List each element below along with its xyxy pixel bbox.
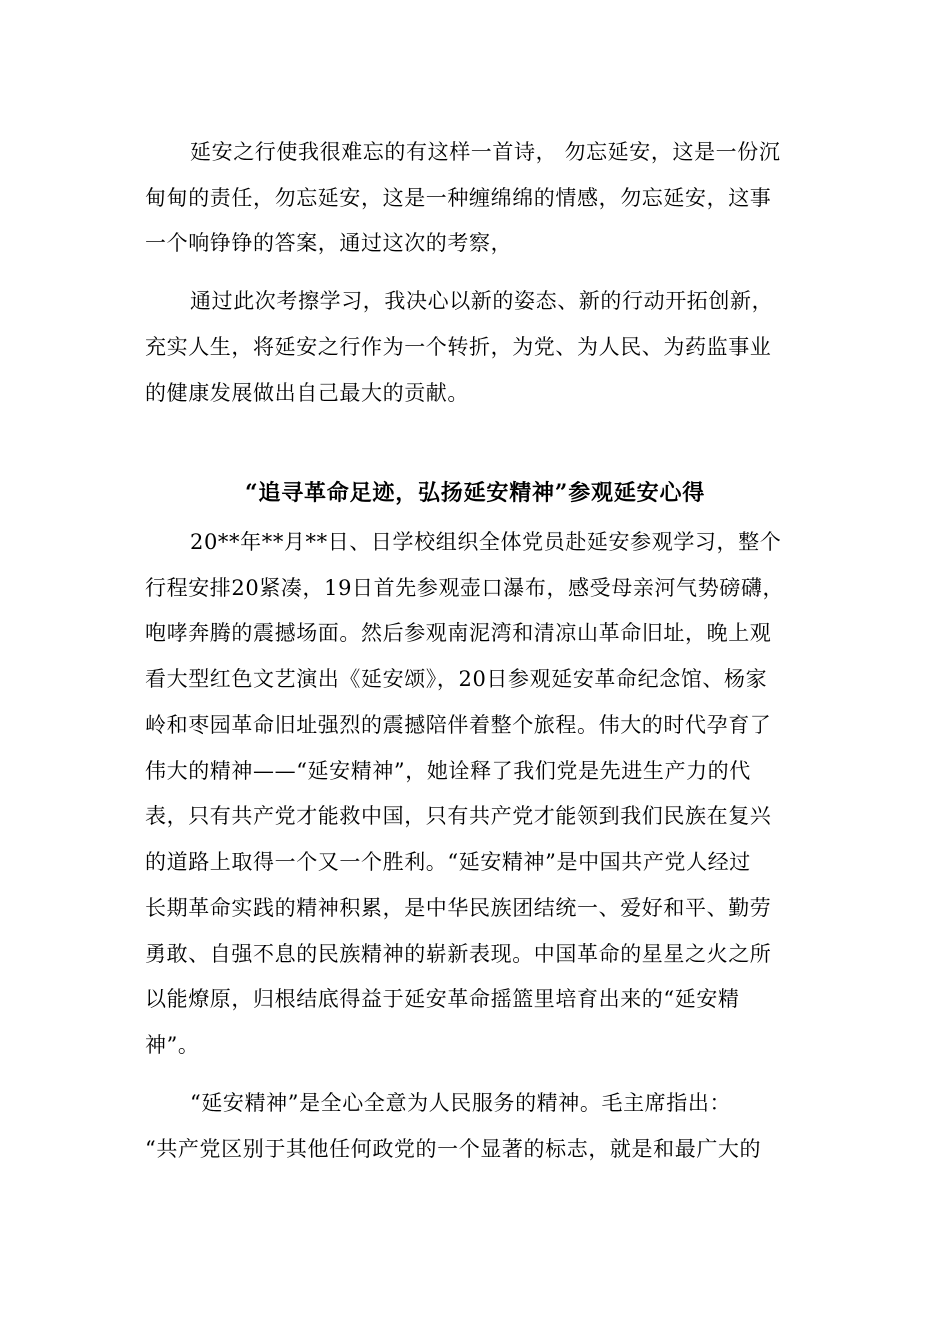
paragraph-line: 通过此次考擦学习，我决心以新的姿态、新的行动开拓创新， [190,289,774,313]
paragraph-line: 延安之行使我很难忘的有这样一首诗， 勿忘延安，这是一份沉 [190,140,781,164]
article-title: “追寻革命足迹，弘扬延安精神”参观延安心得 [244,480,706,506]
paragraph-line: 行程安排20紧凑，19日首先参观壶口瀑布，感受母亲河气势磅礴， [145,576,785,600]
paragraph-line: 长期革命实践的精神积累，是中华民族团结统一、爱好和平、勤劳 [145,896,772,920]
paragraph-line: 勇敢、自强不息的民族精神的崭新表现。中国革命的星星之火之所 [145,942,772,966]
paragraph-line: 以能燎原，归根结底得益于延安革命摇篮里培育出来的“延安精 [145,987,740,1011]
paragraph-line: 的健康发展做出自己最大的贡献。 [145,381,469,405]
paragraph-line: 看大型红色文艺演出《延安颂》，20日参观延安革命纪念馆、杨家 [145,667,768,691]
paragraph-line: 甸甸的责任，勿忘延安，这是一种缠绵绵的情感，勿忘延安，这事 [145,186,772,210]
paragraph-line: “延安精神”是全心全意为人民服务的精神。毛主席指出： [190,1091,732,1115]
paragraph-line: 伟大的精神——“延安精神”，她诠释了我们党是先进生产力的代 [145,759,751,783]
paragraph-line: 一个响铮铮的答案，通过这次的考察， [145,231,513,255]
paragraph-line: 咆哮奔腾的震撼场面。然后参观南泥湾和清凉山革命旧址，晚上观 [145,621,772,645]
paragraph-line: 岭和枣园革命旧址强烈的震撼陪伴着整个旅程。伟大的时代孕育了 [145,713,772,737]
paragraph-line: 表，只有共产党才能救中国，只有共产党才能领到我们民族在复兴 [145,804,772,828]
paragraph-line: 神”。 [145,1033,200,1057]
paragraph-line: 充实人生，将延安之行作为一个转折，为党、为人民、为药监事业 [145,335,772,359]
paragraph-line: 20**年**月**日、日学校组织全体党员赴延安参观学习，整个 [190,530,782,554]
paragraph-line: 的道路上取得一个又一个胜利。“延安精神”是中国共产党人经过 [145,850,751,874]
paragraph-line: “共产党区别于其他任何政党的一个显著的标志，就是和最广大的 [145,1137,762,1161]
